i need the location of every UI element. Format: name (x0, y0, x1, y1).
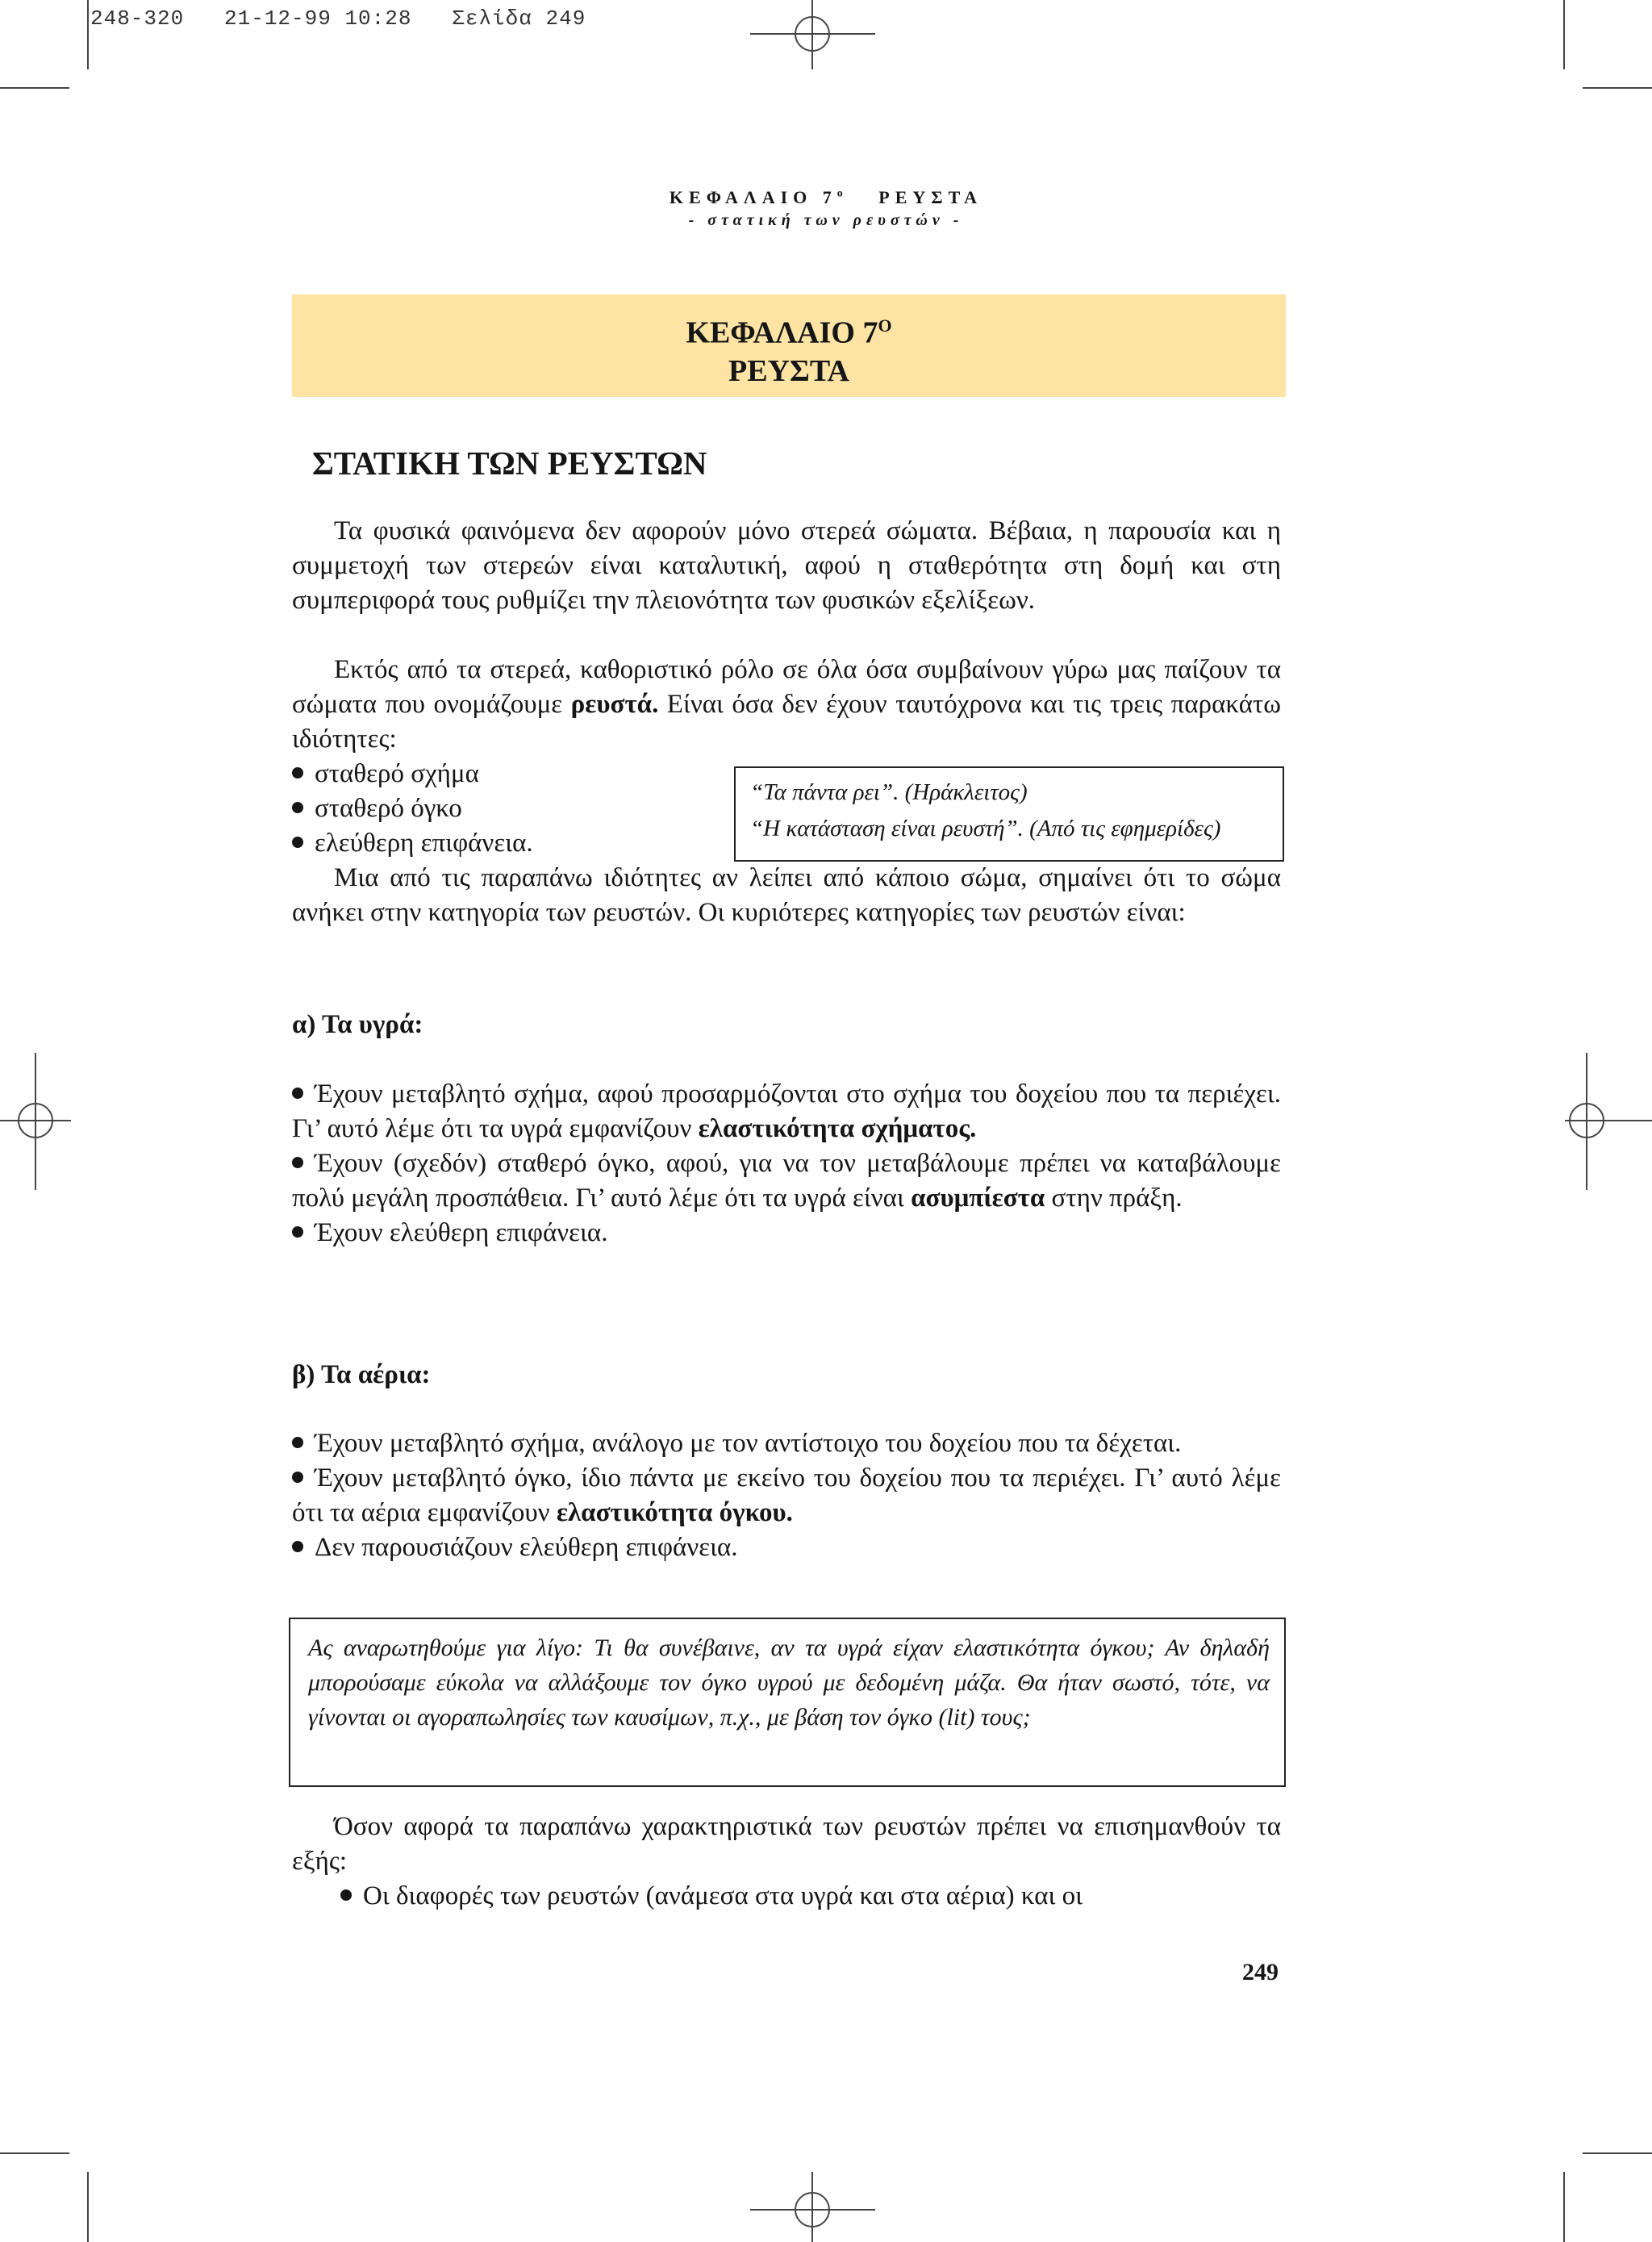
crop-mark (87, 0, 89, 69)
quote-line: “Τα πάντα ρει”. (Ηράκλειτος) (750, 779, 1028, 805)
paragraph-intro: Τα φυσικά φαινόμενα δεν αφορούν μόνο στερεά σώματα. Βέβαια, η παρουσία και η συμμετοχή των στερεών είναι καταλυτική, αφού η σταθερότητα στη δομή και στη συμπεριφορά τους ρυθμίζει την πλειονότητα των φυσικών εξελίξεων. (292, 516, 1281, 615)
list-item: σταθερό όγκο (292, 791, 533, 826)
chapter-title: ΚΕΦΑΛΑΙΟ $7^O$ (686, 315, 892, 350)
bullet-icon (292, 802, 303, 813)
bullet-icon (292, 767, 303, 779)
list-item: ελεύθερη επιφάνεια. (292, 826, 533, 861)
bullet-icon (292, 1226, 303, 1238)
crop-mark (1583, 2152, 1652, 2154)
subheading-liquids: α) Τα υγρά: (292, 1010, 423, 1039)
quote-box (734, 766, 1284, 862)
bullet-icon (292, 1157, 303, 1168)
bullet-icon (340, 1889, 352, 1901)
list-item: Έχουν μεταβλητό όγκο, ίδιο πάντα με εκείνο του δοχείου που τα περιέχει. Γι’ αυτό λέμε ότι τα αέρια εμφανίζουν ελαστικότητα όγκου. (292, 1463, 1281, 1527)
print-slug: 248-320 21-12-99 10:28 Σελίδα 249 (90, 6, 586, 31)
quote-line: “Η κατάσταση είναι ρευστή”. (Από τις εφημερίδες) (750, 816, 1221, 841)
subheading-gases: β) Τα αέρια: (292, 1360, 431, 1389)
properties-list (292, 757, 533, 861)
note-box: Ας αναρωτηθούμε για λίγο: Τι θα συνέβαινε, αν τα υγρά είχαν ελαστικότητα όγκου; Αν δηλαδή μπορούσαμε εύκολα να αλλάξουμε τον όγκο υγρού με δεδομένη μάζα. Θα ήταν σωστό, τότε, να γίνονται οι αγοραπωλησίες των καυσίμων, π.χ., με βάση τον όγκο (lit) τους; (289, 1618, 1286, 1787)
crop-mark (1583, 87, 1652, 89)
paragraph-categories: Μια από τις παραπάνω ιδιότητες αν λείπει από κάποιο σώμα, σημαίνει ότι το σώμα ανήκει στην κατηγορία των ρευστών. Οι κυριότερες κατηγορίες των ρευστών είναι: (292, 863, 1281, 927)
running-head: ΚΕΦΑΛΑΙΟ $7^o$ ΡΕΥΣΤΑ (669, 187, 983, 207)
chapter-title-band (292, 294, 1286, 397)
list-item: Έχουν μεταβλητό σχήμα, ανάλογο με τον αντίστοιχο του δοχείου που τα δέχεται. (292, 1426, 1281, 1461)
list-item: σταθερό σχήμα (292, 757, 533, 791)
running-subhead: - στατική των ρευστών - (688, 211, 964, 229)
list-item: Έχουν μεταβλητό σχήμα, αφού προσαρμόζονται στο σχήμα του δοχείου που τα περιέχει. Γι’ αυτό λέμε ότι τα υγρά εμφανίζουν ελαστικότητα σχήματος. (292, 1079, 1281, 1143)
bullet-icon (292, 1437, 303, 1448)
bullet-icon (292, 837, 303, 848)
liquids-list (292, 1077, 1281, 1250)
crop-mark (1563, 0, 1565, 69)
paragraph-remarks: Όσον αφορά τα παραπάνω χαρακτηριστικά των ρευστών πρέπει να επισημανθούν τα εξής: (292, 1812, 1281, 1876)
list-item: Δεν παρουσιάζουν ελεύθερη επιφάνεια. (292, 1530, 1281, 1565)
crop-mark (0, 87, 69, 89)
crop-mark (1563, 2172, 1565, 2242)
page-number: 249 (1242, 1959, 1279, 1985)
section-title: ΣΤΑΤΙΚΗ ΤΩΝ ΡΕΥΣΤΩΝ (312, 445, 707, 482)
gases-list (292, 1426, 1281, 1565)
list-item: Έχουν (σχεδόν) σταθερό όγκο, αφού, για να τον μεταβάλουμε πρέπει να καταβάλουμε πολύ μεγάλη προσπάθεια. Γι’ αυτό λέμε ότι τα υγρά είναι ασυμπίεστα στην πράξη. (292, 1149, 1281, 1213)
paragraph-fluids-definition: Εκτός από τα στερεά, καθοριστικό ρόλο σε όλα όσα συμβαίνουν γύρω μας παίζουν τα σώματα που ονομάζουμε ρευστά. Είναι όσα δεν έχουν ταυτόχρονα και τις τρεις παρακάτω ιδιότητες: (292, 655, 1281, 754)
crop-mark (87, 2172, 89, 2242)
chapter-subtitle: ΡΕΥΣΤΑ (728, 353, 849, 388)
crop-mark (0, 2152, 69, 2154)
bullet-icon (292, 1088, 303, 1099)
bullet-icon (292, 1541, 303, 1552)
list-item: Οι διαφορές των ρευστών (ανάμεσα στα υγρά και στα αέρια) και οι (292, 1879, 1281, 1914)
bullet-icon (292, 1472, 303, 1483)
list-item: Έχουν ελεύθερη επιφάνεια. (292, 1216, 1281, 1250)
